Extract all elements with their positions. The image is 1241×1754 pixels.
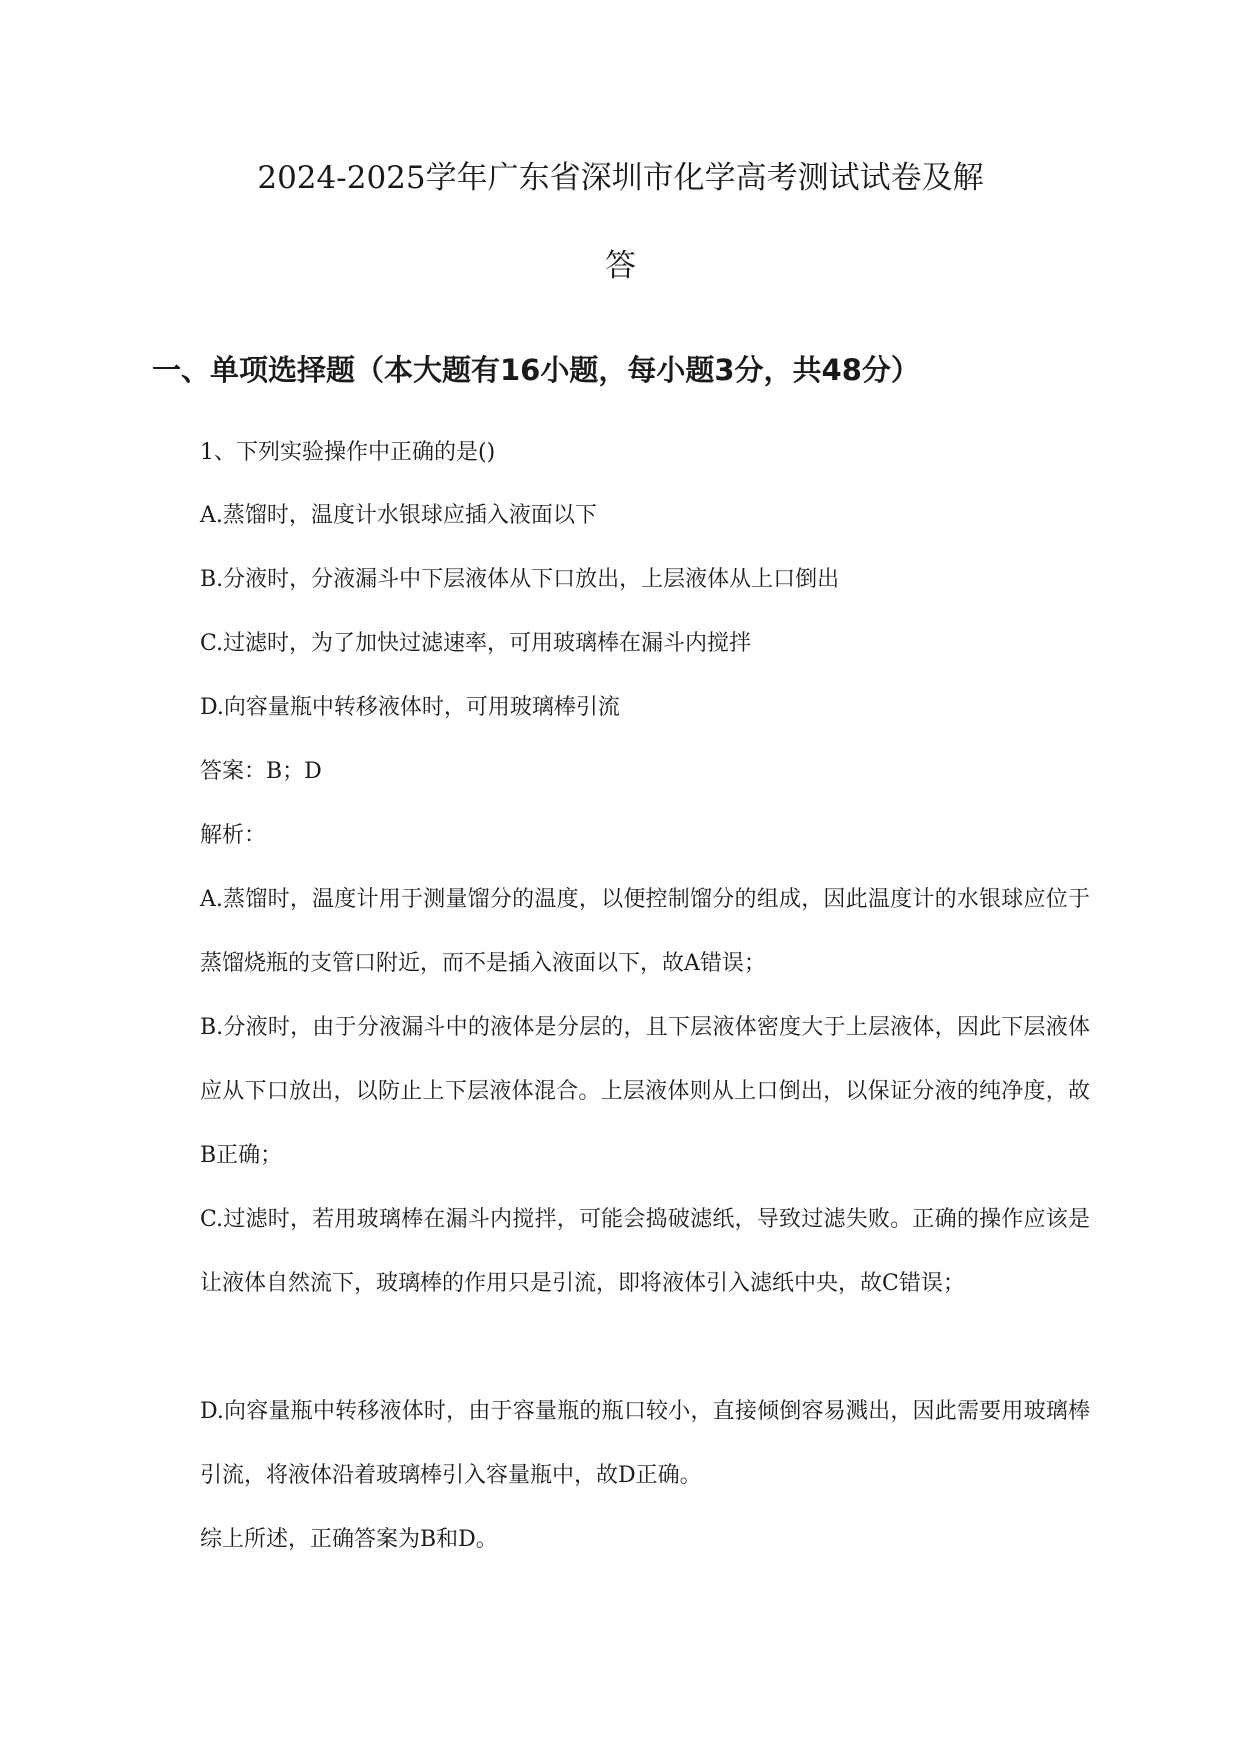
option-b: B.分液时，分液漏斗中下层液体从下口放出，上层液体从上口倒出 xyxy=(200,567,840,592)
analysis-paragraph-d: D.向容量瓶中转移液体时，由于容量瓶的瓶口较小，直接倾倒容易溅出，因此需要用玻璃棒引流，将液体沿着玻璃棒引入容量瓶中，故D正确。 xyxy=(200,1399,1090,1488)
summary-line: 综上所述，正确答案为B和D。 xyxy=(200,1527,498,1552)
analysis-paragraph-a: A.蒸馏时，温度计用于测量馏分的温度，以便控制馏分的组成，因此温度计的水银球应位于蒸馏烧瓶的支管口附近，而不是插入液面以下，故A错误； xyxy=(200,887,1090,976)
analysis-paragraph-b: B.分液时，由于分液漏斗中的液体是分层的，且下层液体密度大于上层液体，因此下层液体应从下口放出，以防止上下层液体混合。上层液体则从上口倒出，以保证分液的纯净度，故B正确； xyxy=(200,1015,1090,1168)
option-d: D.向容量瓶中转移液体时，可用玻璃棒引流 xyxy=(200,695,620,720)
section-heading: 一、单项选择题（本大题有16小题，每小题3分，共48分） xyxy=(152,353,920,387)
answer-line: 答案：B；D xyxy=(200,759,322,784)
option-c: C.过滤时，为了加快过滤速率，可用玻璃棒在漏斗内搅拌 xyxy=(200,631,752,656)
analysis-label: 解析： xyxy=(200,823,267,848)
question-title: 1、下列实验操作中正确的是() xyxy=(200,440,496,465)
document-title-line-2: 答 xyxy=(605,248,636,284)
document-title-line-1: 2024-2025学年广东省深圳市化学高考测试试卷及解 xyxy=(257,160,984,196)
option-a: A.蒸馏时，温度计水银球应插入液面以下 xyxy=(200,503,597,528)
analysis-paragraph-c: C.过滤时，若用玻璃棒在漏斗内搅拌，可能会捣破滤纸，导致过滤失败。正确的操作应该是让液体自然流下，玻璃棒的作用只是引流，即将液体引入滤纸中央，故C错误； xyxy=(200,1207,1090,1296)
